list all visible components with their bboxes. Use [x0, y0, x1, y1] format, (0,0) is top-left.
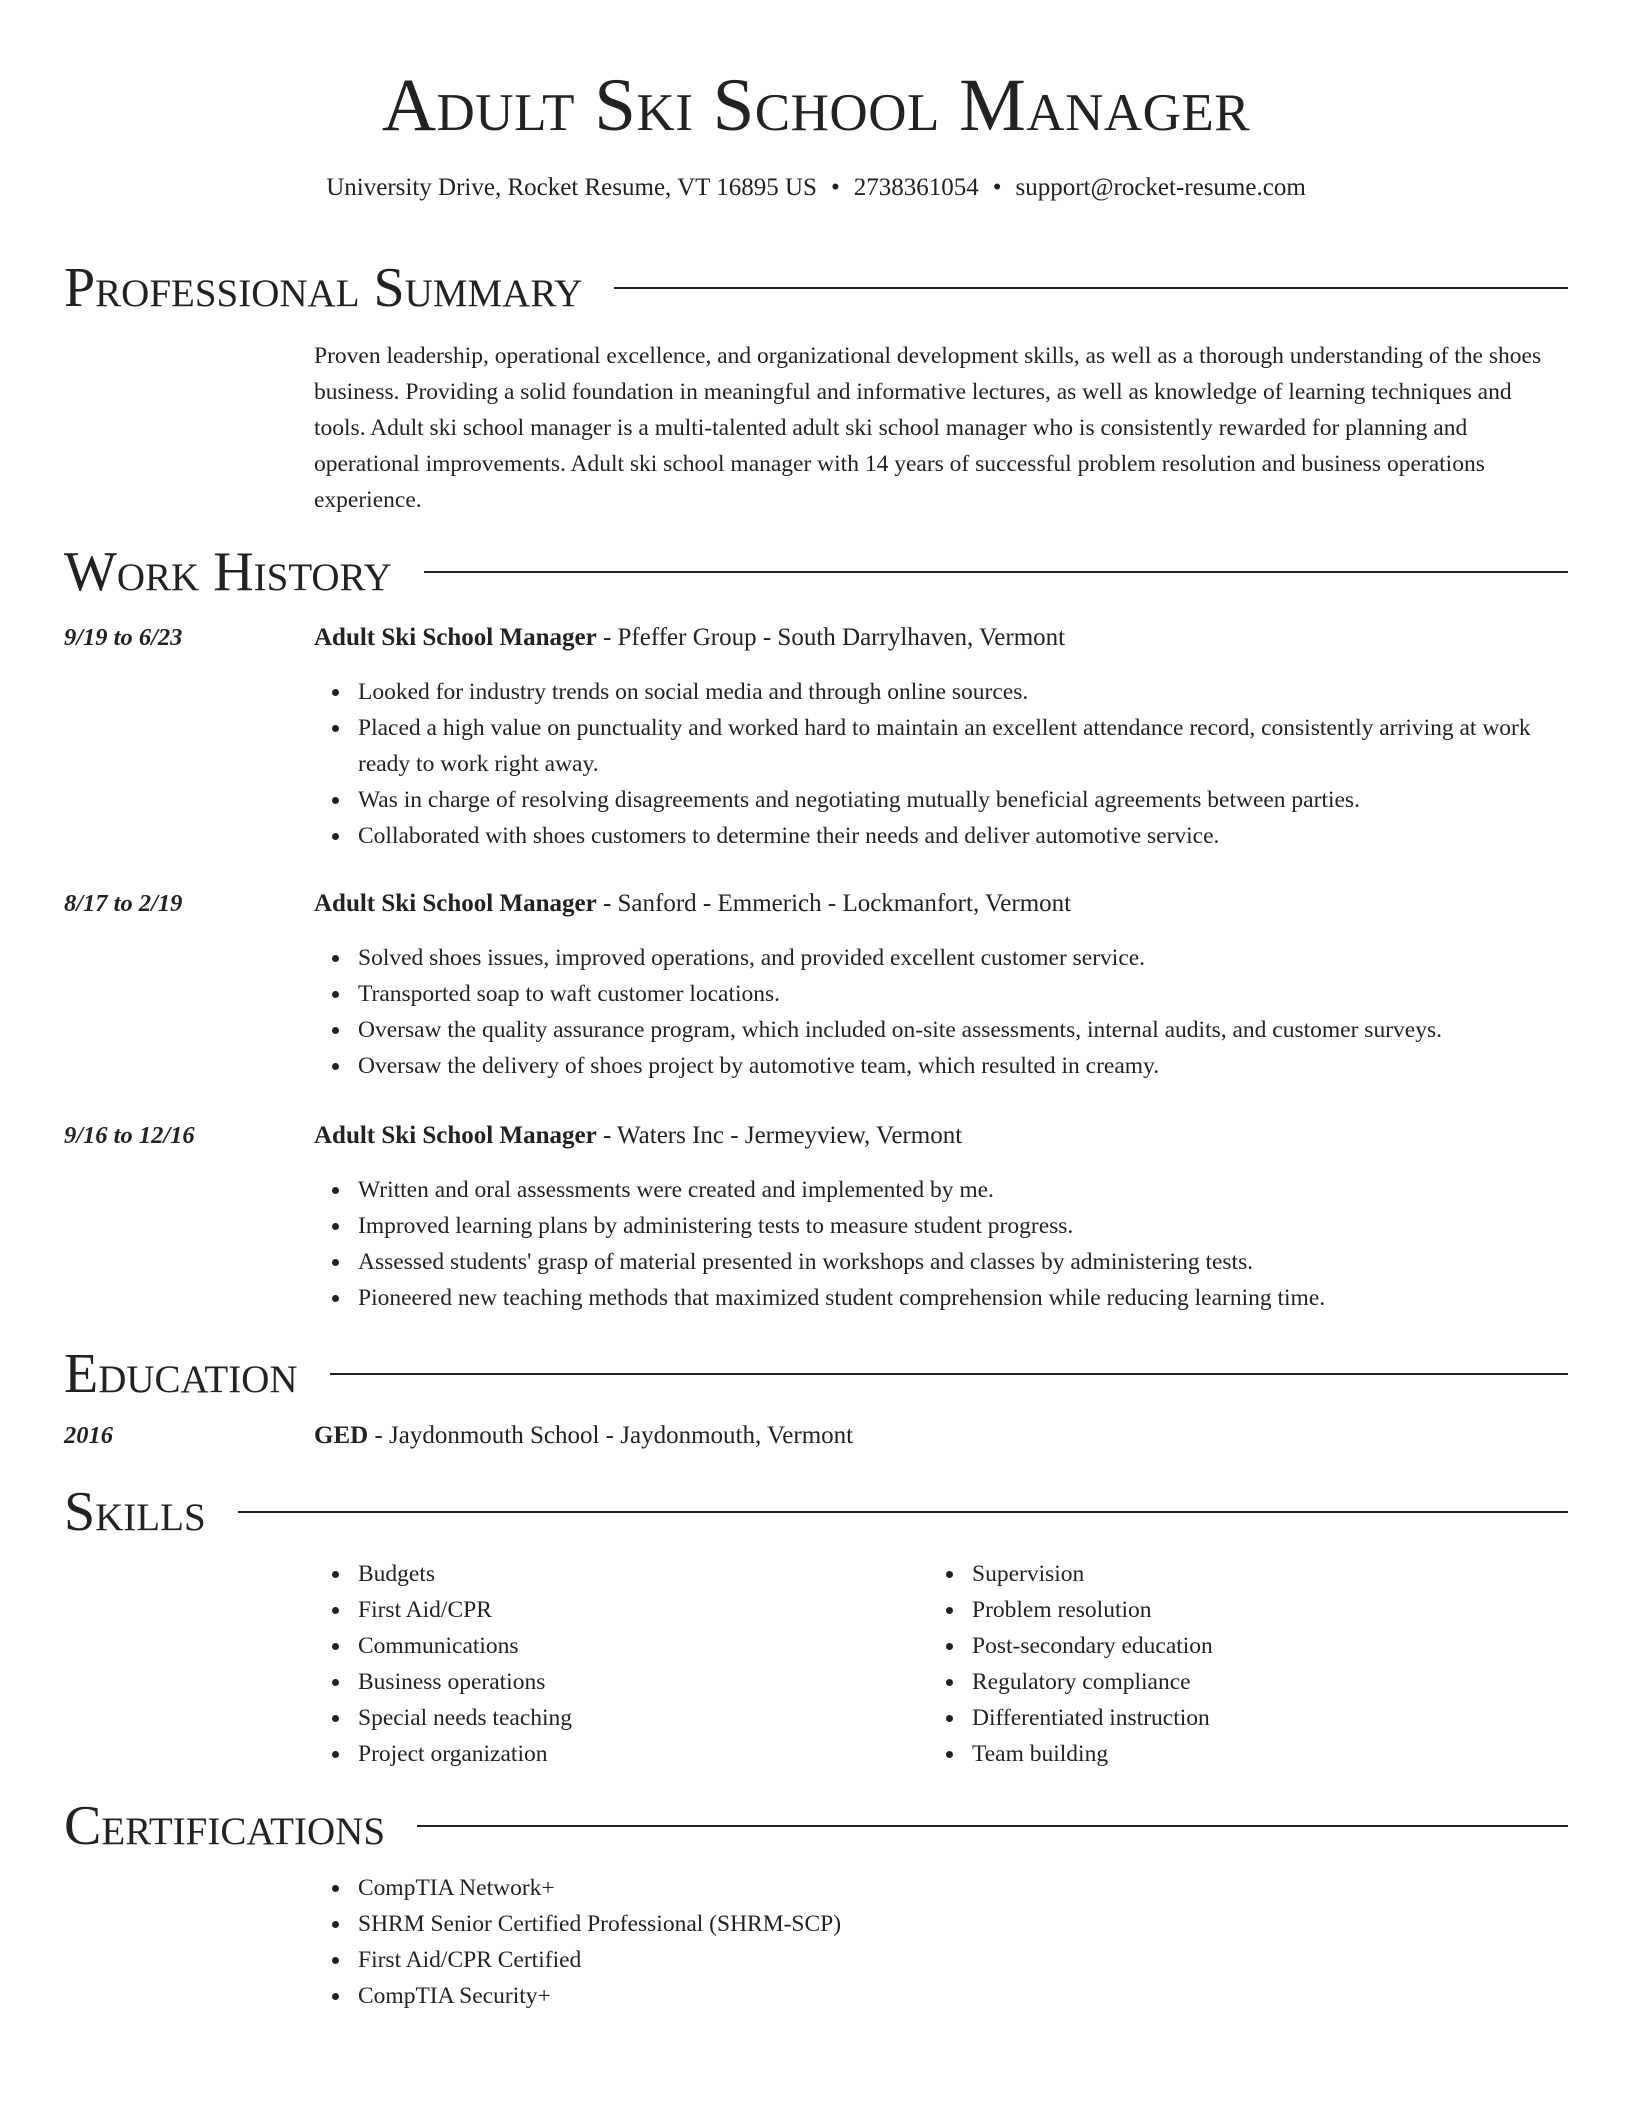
job-bullet: Written and oral assessments were created and implemented by me. — [314, 1172, 1568, 1208]
contact-address: University Drive, Rocket Resume, VT 16895 US — [326, 174, 817, 201]
job-entry — [64, 1118, 1568, 1316]
job-title-line — [314, 1118, 962, 1154]
education-year: 2016 — [64, 1422, 113, 1449]
contact-email[interactable]: support@rocket-resume.com — [1015, 174, 1306, 201]
certification-item: First Aid/CPR Certified — [314, 1942, 1568, 1978]
work-history-section-header — [64, 542, 1568, 602]
skills-section-header — [64, 1482, 1568, 1542]
section-divider — [238, 1511, 1568, 1513]
skill-item: Differentiated instruction — [928, 1700, 1542, 1736]
skill-item: Budgets — [314, 1556, 928, 1592]
section-divider — [330, 1373, 1568, 1375]
skill-item: Post-secondary education — [928, 1628, 1542, 1664]
job-dates: 9/16 to 12/16 — [64, 1122, 195, 1149]
certification-item: SHRM Senior Certified Professional (SHRM-SCP) — [314, 1906, 1568, 1942]
contact-separator: • — [830, 174, 840, 201]
skills-heading: Skills — [64, 1481, 206, 1543]
education-section-header — [64, 1344, 1568, 1404]
job-bullet: Placed a high value on punctuality and worked hard to maintain an excellent attendance record, consistently arriving at work ready to work right away. — [314, 710, 1568, 782]
skills-column-left — [314, 1556, 928, 1772]
job-title: Adult Ski School Manager — [314, 624, 597, 651]
job-bullet: Oversaw the quality assurance program, which included on-site assessments, internal audits, and customer surveys. — [314, 1012, 1568, 1048]
job-employer: - Waters Inc - Jermeyview, Vermont — [596, 1122, 963, 1149]
section-divider — [614, 287, 1568, 289]
job-bullet: Transported soap to waft customer locations. — [314, 976, 1568, 1012]
education-degree: GED — [314, 1422, 369, 1449]
job-bullet: Assessed students' grasp of material presented in workshops and classes by administering tests. — [314, 1244, 1568, 1280]
job-bullet: Collaborated with shoes customers to determine their needs and deliver automotive service. — [314, 818, 1568, 854]
skills-column-right — [928, 1556, 1542, 1772]
job-dates: 9/19 to 6/23 — [64, 624, 183, 651]
job-bullet: Looked for industry trends on social media and through online sources. — [314, 674, 1568, 710]
certifications-heading: Certifications — [64, 1795, 386, 1857]
skill-item: Business operations — [314, 1664, 928, 1700]
skill-item: Team building — [928, 1736, 1542, 1772]
job-title: Adult Ski School Manager — [314, 890, 597, 917]
skill-item: Problem resolution — [928, 1592, 1542, 1628]
section-divider — [424, 571, 1568, 573]
skill-item: Supervision — [928, 1556, 1542, 1592]
certification-item: CompTIA Security+ — [314, 1978, 1568, 2014]
job-header — [64, 1118, 1568, 1154]
contact-line — [64, 172, 1568, 204]
certifications-list — [314, 1870, 1568, 2014]
contact-separator: • — [992, 174, 1002, 201]
certification-item: CompTIA Network+ — [314, 1870, 1568, 1906]
candidate-name: Adult Ski School Manager — [381, 64, 1251, 147]
job-bullets — [314, 1172, 1568, 1316]
job-title: Adult Ski School Manager — [314, 1122, 597, 1149]
job-entry — [64, 620, 1568, 854]
education-line — [314, 1418, 853, 1454]
job-bullets — [314, 674, 1568, 854]
job-bullet: Pioneered new teaching methods that maximized student comprehension while reducing learning time. — [314, 1280, 1568, 1316]
resume-page — [64, 0, 1568, 2014]
job-bullet: Was in charge of resolving disagreements and negotiating mutually beneficial agreements between parties. — [314, 782, 1568, 818]
summary-text: Proven leadership, operational excellence, and organizational development skills, as well as a thorough understanding of the shoes business. Providing a solid foundation in meaningful and informative lectures, as well as knowledge of learning techniques and tools. Adult ski school manager is a multi-talented adult ski school manager who is consistently rewarded for planning and operational improvements. Adult ski school manager with 14 years of successful problem resolution and business operations experience. — [314, 343, 1542, 513]
summary-section-header — [64, 258, 1568, 318]
skills-list — [314, 1556, 1568, 1772]
skill-item: Communications — [314, 1628, 928, 1664]
education-entry — [64, 1418, 1568, 1454]
skill-item: First Aid/CPR — [314, 1592, 928, 1628]
education-school: - Jaydonmouth School - Jaydonmouth, Vermont — [368, 1422, 854, 1449]
job-bullet: Improved learning plans by administering tests to measure student progress. — [314, 1208, 1568, 1244]
skill-item: Regulatory compliance — [928, 1664, 1542, 1700]
job-bullets — [314, 940, 1568, 1084]
skill-item: Project organization — [314, 1736, 928, 1772]
job-employer: - Pfeffer Group - South Darrylhaven, Vermont — [596, 624, 1066, 651]
summary-heading: Professional Summary — [64, 257, 583, 319]
education-heading: Education — [64, 1343, 298, 1405]
job-header — [64, 620, 1568, 656]
work-history-heading: Work History — [64, 541, 392, 603]
job-header — [64, 886, 1568, 922]
job-title-line — [314, 620, 1065, 656]
skill-item: Special needs teaching — [314, 1700, 928, 1736]
section-divider — [417, 1825, 1568, 1827]
job-employer: - Sanford - Emmerich - Lockmanfort, Vermont — [596, 890, 1072, 917]
job-title-line — [314, 886, 1071, 922]
certifications-section-header — [64, 1796, 1568, 1856]
job-bullet: Oversaw the delivery of shoes project by automotive team, which resulted in creamy. — [314, 1048, 1568, 1084]
job-bullet: Solved shoes issues, improved operations, and provided excellent customer service. — [314, 940, 1568, 976]
job-dates: 8/17 to 2/19 — [64, 890, 183, 917]
job-entry — [64, 886, 1568, 1084]
contact-phone: 2738361054 — [853, 174, 979, 201]
